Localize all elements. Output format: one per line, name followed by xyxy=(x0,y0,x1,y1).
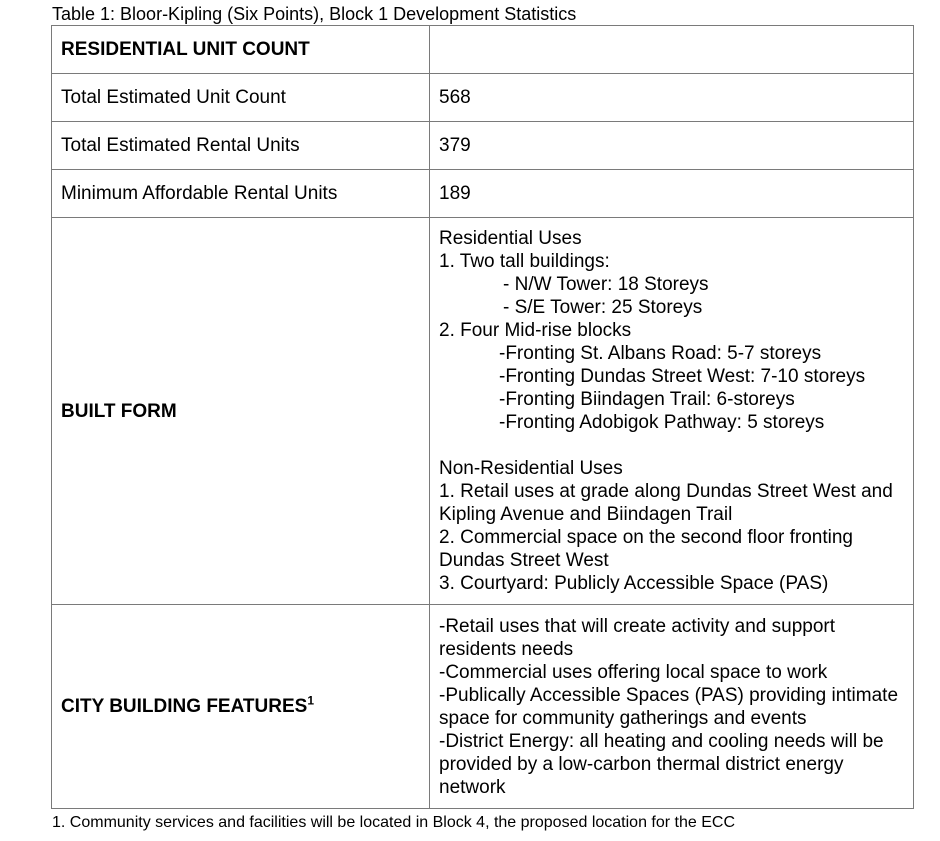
residential-uses-title: Residential Uses xyxy=(439,228,582,249)
table-caption: Table 1: Bloor-Kipling (Six Points), Block 1 Development Statistics xyxy=(52,4,577,24)
row-label: Total Estimated Unit Count xyxy=(52,74,430,122)
table-row xyxy=(52,170,914,218)
list-item: 1. Retail uses at grade along Dundas Street West and Kipling Avenue and Biindagen Trail xyxy=(439,481,893,525)
city-building-features-details xyxy=(430,605,914,809)
table-row xyxy=(52,26,914,74)
list-item: -Fronting St. Albans Road: 5-7 storeys xyxy=(499,343,822,364)
spacer xyxy=(439,434,904,457)
list-item: - S/E Tower: 25 Storeys xyxy=(503,297,703,318)
row-value: 379 xyxy=(430,122,914,170)
row-value: 189 xyxy=(430,170,914,218)
row-label: Total Estimated Rental Units xyxy=(52,122,430,170)
table-row xyxy=(52,218,914,605)
list-item: -Fronting Adobigok Pathway: 5 storeys xyxy=(499,412,825,433)
list-item: 1. Two tall buildings: xyxy=(439,251,610,272)
row-value: 568 xyxy=(430,74,914,122)
list-item: -Fronting Biindagen Trail: 6-storeys xyxy=(499,389,795,410)
built-form-details xyxy=(430,218,914,605)
row-label: Minimum Affordable Rental Units xyxy=(52,170,430,218)
list-item: -Retail uses that will create activity and support residents needs xyxy=(439,615,836,660)
list-item: 2. Four Mid-rise blocks xyxy=(439,320,632,341)
list-item: -Commercial uses offering local space to work xyxy=(439,661,828,683)
list-item: 2. Commercial space on the second floor fronting Dundas Street West xyxy=(439,527,853,571)
residential-unit-count-heading: RESIDENTIAL UNIT COUNT xyxy=(52,26,430,74)
table-row xyxy=(52,122,914,170)
list-item: -Publically Accessible Spaces (PAS) providing intimate space for community gatherings and events xyxy=(439,684,899,729)
residential-unit-count-value xyxy=(430,26,914,74)
city-building-features-heading xyxy=(52,605,430,809)
built-form-heading: BUILT FORM xyxy=(52,218,430,605)
list-item: 3. Courtyard: Publicly Accessible Space (PAS) xyxy=(439,573,829,594)
development-statistics-table xyxy=(51,25,914,809)
table-row xyxy=(52,605,914,809)
table-row xyxy=(52,74,914,122)
non-residential-uses-title: Non-Residential Uses xyxy=(439,458,623,479)
list-item: - N/W Tower: 18 Storeys xyxy=(503,274,709,295)
city-building-features-label: CITY BUILDING FEATURES xyxy=(61,696,308,717)
table-footnote: 1. Community services and facilities will be located in Block 4, the proposed location for the ECC xyxy=(52,814,735,831)
footnote-marker: 1 xyxy=(307,693,314,708)
list-item: -District Energy: all heating and cooling needs will be provided by a low-carbon thermal district energy network xyxy=(439,730,884,798)
list-item: -Fronting Dundas Street West: 7-10 storeys xyxy=(499,366,866,387)
